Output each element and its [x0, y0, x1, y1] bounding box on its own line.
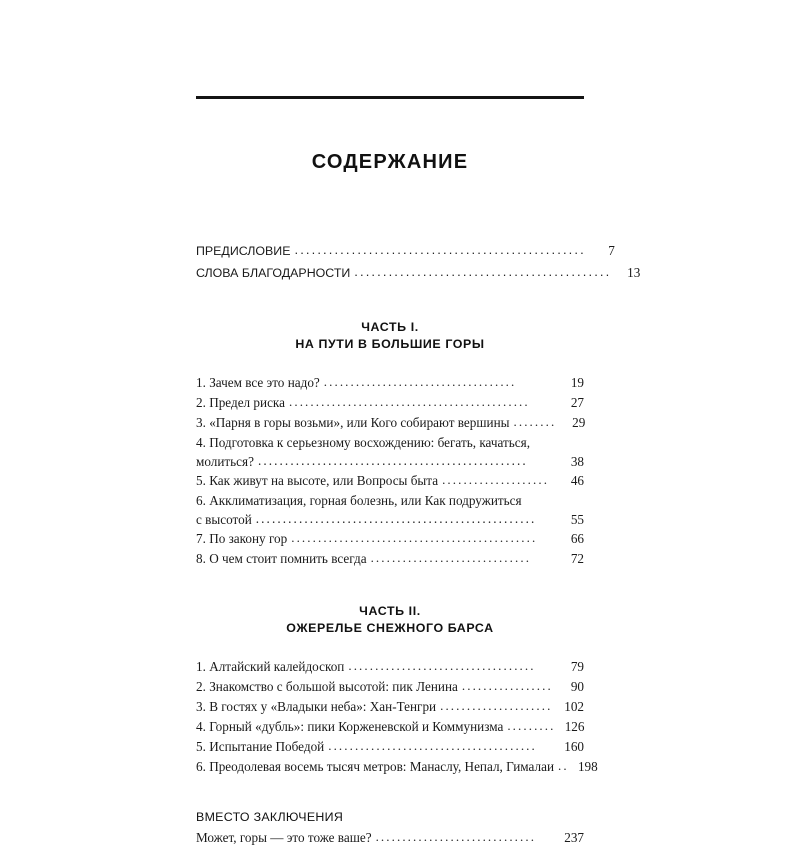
entry-page-number: 102: [564, 699, 584, 714]
entry-label: 8. О чем стоит помнить всегда: [196, 551, 367, 566]
front-matter-list: [196, 240, 641, 284]
entry-page-number: 55: [570, 512, 584, 527]
top-rule-divider: [196, 96, 584, 99]
part-title: НА ПУТИ В БОЛЬШИЕ ГОРЫ: [295, 337, 485, 351]
list-item[interactable]: [196, 737, 584, 756]
leader-dots: ....................: [442, 472, 550, 487]
chapter-list-part-1: [196, 373, 584, 568]
leader-dots: ..............................: [375, 829, 537, 844]
part-heading-1: [196, 320, 584, 351]
leader-dots: ..............................: [370, 550, 532, 565]
closing-heading: ВМЕСТО ЗАКЛЮЧЕНИЯ: [196, 810, 344, 824]
list-item[interactable]: [196, 549, 584, 568]
leader-dots: ..: [558, 758, 569, 773]
list-item[interactable]: [196, 393, 584, 412]
list-item[interactable]: [196, 373, 584, 392]
entry-page-number: 198: [577, 759, 598, 774]
leader-dots: .............................................: [354, 264, 612, 279]
leader-dots: ....................................: [323, 374, 517, 389]
leader-dots: .........: [507, 718, 556, 733]
list-item[interactable]: [196, 240, 615, 262]
part-heading-2: [196, 604, 584, 635]
entry-page-number: 29: [572, 415, 586, 430]
leader-dots: ..............................................: [291, 530, 538, 545]
list-item[interactable]: [196, 828, 584, 847]
entry-label: 2. Знакомство с большой высотой: пик Ленина: [196, 679, 458, 694]
entry-page-number: 79: [570, 659, 584, 674]
entry-label: 5. Как живут на высоте, или Вопросы быта: [196, 473, 439, 488]
entry-label: 2. Предел риска: [196, 395, 285, 410]
entry-label: 6. Акклиматизация, горная болезнь, или Как подружиться: [196, 493, 522, 508]
entry-page-number: 7: [608, 243, 615, 258]
entry-label: 4. Горный «дубль»: пики Корженевской и Коммунизма: [196, 719, 504, 734]
entry-label: 3. В гостях у «Владыки неба»: Хан-Тенгри: [196, 699, 437, 714]
entry-label: 1. Алтайский калейдоскоп: [196, 659, 345, 674]
entry-page-number: 38: [570, 454, 584, 469]
entry-label: 3. «Парня в горы возьми», или Кого собирают вершины: [196, 415, 510, 430]
entry-page-number: 160: [564, 739, 584, 754]
entry-page-number: 237: [564, 830, 584, 845]
leader-dots: .................: [461, 678, 553, 693]
entry-label: 7. По закону гор: [196, 531, 288, 546]
list-item[interactable]: [196, 529, 584, 548]
list-item[interactable]: [196, 717, 584, 736]
entry-label-continued: с высотой: [196, 512, 252, 527]
entry-page-number: 126: [564, 719, 585, 734]
list-item[interactable]: [196, 657, 584, 676]
list-item[interactable]: [196, 413, 584, 432]
entry-page-number: 90: [570, 679, 584, 694]
chapter-list-part-2: [196, 657, 598, 776]
part-title: ОЖЕРЕЛЬЕ СНЕЖНОГО БАРСА: [286, 621, 494, 635]
list-item[interactable]: [196, 433, 584, 471]
entry-page-number: 46: [570, 473, 584, 488]
entry-label-continued: молиться?: [196, 454, 254, 469]
entry-label: 6. Преодолевая восемь тысяч метров: Манаслу, Непал, Гималаи: [196, 759, 555, 774]
entry-label: 1. Зачем все это надо?: [196, 375, 320, 390]
part-number: ЧАСТЬ II.: [359, 604, 421, 618]
list-item[interactable]: [196, 262, 641, 284]
leader-dots: ........: [513, 414, 557, 429]
entry-page-number: 19: [570, 375, 584, 390]
leader-dots: .............................................: [289, 394, 530, 409]
entry-label: 4. Подготовка к серьезному восхождению: бегать, качаться,: [196, 435, 530, 450]
list-item[interactable]: [196, 491, 584, 529]
entry-page-number: 13: [627, 265, 641, 280]
entry-page-number: 27: [570, 395, 584, 410]
leader-dots: ....................................................: [255, 511, 537, 526]
leader-dots: ..................................................: [257, 453, 528, 468]
leader-dots: ...................................................: [294, 242, 586, 257]
entry-label: ПРЕДИСЛОВИЕ: [196, 244, 291, 258]
toc-content: [196, 0, 641, 847]
leader-dots: .......................................: [328, 738, 537, 753]
entry-label: 5. Испытание Победой: [196, 739, 325, 754]
part-number: ЧАСТЬ I.: [361, 320, 419, 334]
leader-dots: .....................: [440, 698, 553, 713]
list-item[interactable]: [196, 697, 584, 716]
list-item[interactable]: [196, 471, 584, 490]
closing-section: [196, 810, 584, 847]
entry-page-number: 72: [570, 551, 584, 566]
list-item[interactable]: [196, 677, 584, 696]
page-title: СОДЕРЖАНИЕ: [311, 151, 469, 173]
entry-page-number: 66: [570, 531, 584, 546]
list-item[interactable]: [196, 757, 598, 776]
entry-label: СЛОВА БЛАГОДАРНОСТИ: [196, 266, 351, 280]
entry-label: Может, горы — это тоже ваше?: [196, 830, 372, 845]
leader-dots: ...................................: [348, 658, 536, 673]
